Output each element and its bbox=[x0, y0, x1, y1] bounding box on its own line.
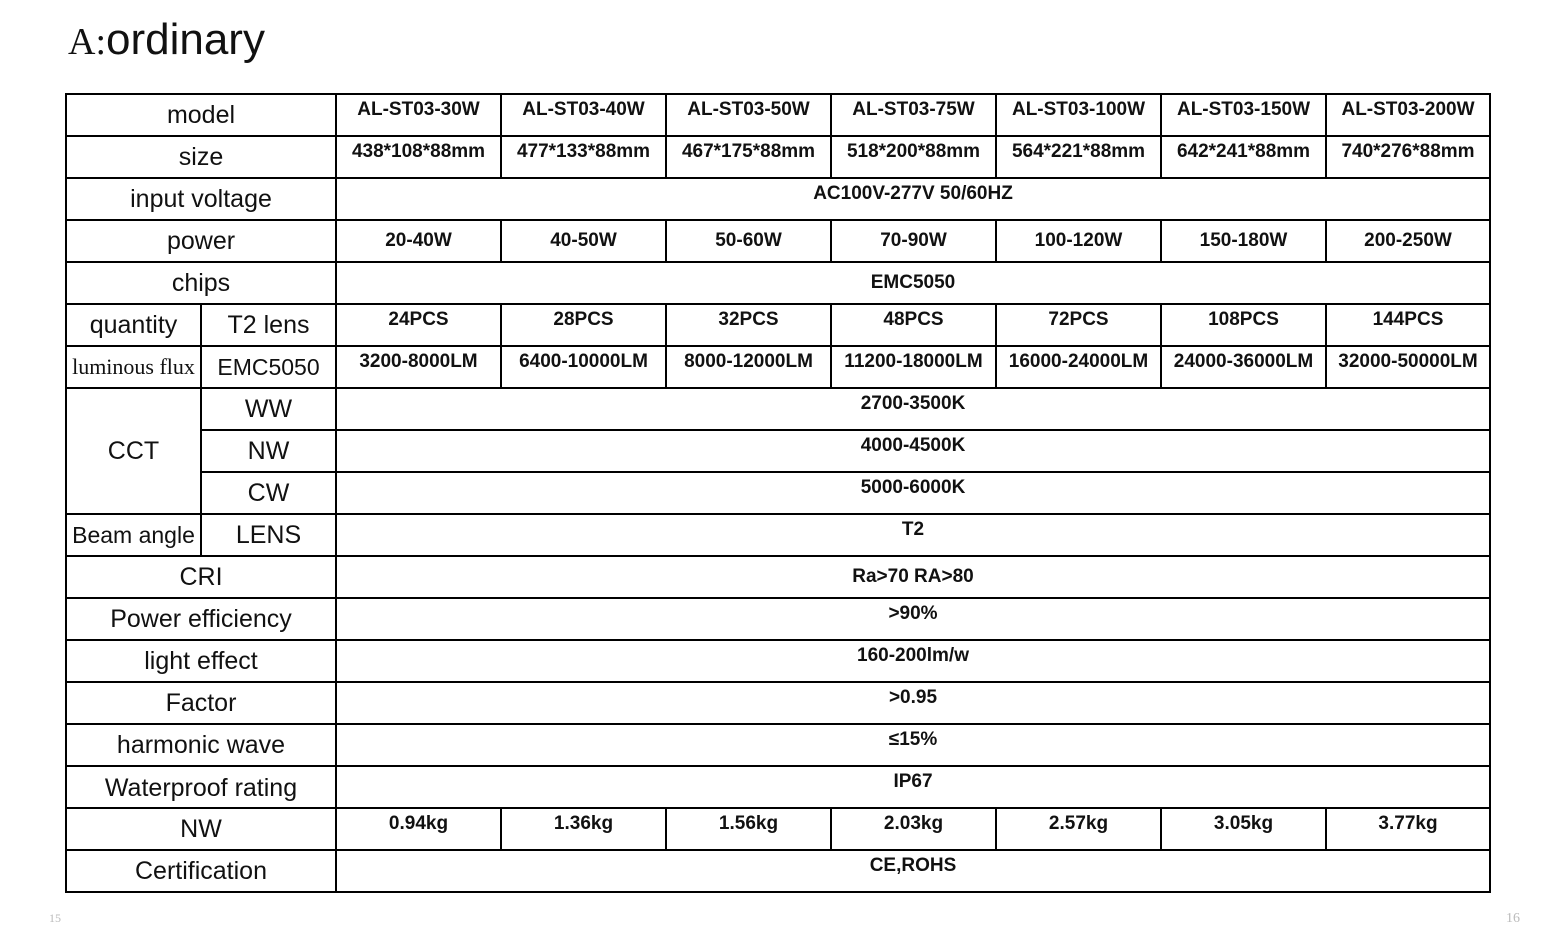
quantity-cell: 32PCS bbox=[666, 304, 831, 346]
row-cct-cw bbox=[66, 472, 1490, 514]
label-luminous-flux-sub: EMC5050 bbox=[201, 346, 336, 388]
harmonic-wave-value: ≤15% bbox=[336, 724, 1490, 766]
spec-table bbox=[65, 93, 1491, 893]
nw-cell: 0.94kg bbox=[336, 808, 501, 850]
nw-cell: 1.56kg bbox=[666, 808, 831, 850]
power-efficiency-value: >90% bbox=[336, 598, 1490, 640]
cct-nw-value: 4000-4500K bbox=[336, 430, 1490, 472]
label-quantity-sub: T2 lens bbox=[201, 304, 336, 346]
row-certification bbox=[66, 850, 1490, 892]
nw-cell: 2.57kg bbox=[996, 808, 1161, 850]
quantity-cell: 72PCS bbox=[996, 304, 1161, 346]
flux-cell: 6400-10000LM bbox=[501, 346, 666, 388]
label-input-voltage: input voltage bbox=[66, 178, 336, 220]
power-cell: 20-40W bbox=[336, 220, 501, 262]
row-cri bbox=[66, 556, 1490, 598]
model-cell: AL-ST03-75W bbox=[831, 94, 996, 136]
label-beam-angle: Beam angle bbox=[66, 514, 201, 556]
size-cell: 467*175*88mm bbox=[666, 136, 831, 178]
label-model: model bbox=[66, 94, 336, 136]
flux-cell: 3200-8000LM bbox=[336, 346, 501, 388]
flux-cell: 16000-24000LM bbox=[996, 346, 1161, 388]
quantity-cell: 144PCS bbox=[1326, 304, 1490, 346]
row-chips bbox=[66, 262, 1490, 304]
factor-value: >0.95 bbox=[336, 682, 1490, 724]
row-power-efficiency bbox=[66, 598, 1490, 640]
power-cell: 50-60W bbox=[666, 220, 831, 262]
row-quantity bbox=[66, 304, 1490, 346]
power-cell: 100-120W bbox=[996, 220, 1161, 262]
page-number-left: 15 bbox=[49, 911, 61, 925]
size-cell: 564*221*88mm bbox=[996, 136, 1161, 178]
row-power bbox=[66, 220, 1490, 262]
size-cell: 438*108*88mm bbox=[336, 136, 501, 178]
label-cct-ww: WW bbox=[201, 388, 336, 430]
row-model bbox=[66, 94, 1490, 136]
label-beam-angle-sub: LENS bbox=[201, 514, 336, 556]
row-input-voltage bbox=[66, 178, 1490, 220]
label-cct-cw: CW bbox=[201, 472, 336, 514]
certification-value: CE,ROHS bbox=[336, 850, 1490, 892]
flux-cell: 24000-36000LM bbox=[1161, 346, 1326, 388]
label-cct: CCT bbox=[66, 388, 201, 514]
label-power: power bbox=[66, 220, 336, 262]
quantity-cell: 24PCS bbox=[336, 304, 501, 346]
label-factor: Factor bbox=[66, 682, 336, 724]
model-cell: AL-ST03-50W bbox=[666, 94, 831, 136]
row-beam-angle bbox=[66, 514, 1490, 556]
label-certification: Certification bbox=[66, 850, 336, 892]
beam-angle-value: T2 bbox=[336, 514, 1490, 556]
size-cell: 740*276*88mm bbox=[1326, 136, 1490, 178]
model-cell: AL-ST03-150W bbox=[1161, 94, 1326, 136]
cct-ww-value: 2700-3500K bbox=[336, 388, 1490, 430]
nw-cell: 3.05kg bbox=[1161, 808, 1326, 850]
nw-cell: 2.03kg bbox=[831, 808, 996, 850]
label-nw: NW bbox=[66, 808, 336, 850]
row-factor bbox=[66, 682, 1490, 724]
nw-cell: 1.36kg bbox=[501, 808, 666, 850]
power-cell: 70-90W bbox=[831, 220, 996, 262]
title-prefix: A: bbox=[68, 21, 106, 63]
row-luminous-flux bbox=[66, 346, 1490, 388]
label-harmonic-wave: harmonic wave bbox=[66, 724, 336, 766]
page-title bbox=[68, 14, 265, 68]
page-number-right: 16 bbox=[1506, 911, 1520, 926]
row-size bbox=[66, 136, 1490, 178]
chips-value: EMC5050 bbox=[336, 262, 1490, 304]
label-chips: chips bbox=[66, 262, 336, 304]
label-size: size bbox=[66, 136, 336, 178]
size-cell: 642*241*88mm bbox=[1161, 136, 1326, 178]
row-nw bbox=[66, 808, 1490, 850]
input-voltage-value: AC100V-277V 50/60HZ bbox=[336, 178, 1490, 220]
label-light-effect: light effect bbox=[66, 640, 336, 682]
flux-cell: 32000-50000LM bbox=[1326, 346, 1490, 388]
power-cell: 40-50W bbox=[501, 220, 666, 262]
label-cri: CRI bbox=[66, 556, 336, 598]
model-cell: AL-ST03-100W bbox=[996, 94, 1161, 136]
size-cell: 477*133*88mm bbox=[501, 136, 666, 178]
model-cell: AL-ST03-200W bbox=[1326, 94, 1490, 136]
quantity-cell: 28PCS bbox=[501, 304, 666, 346]
quantity-cell: 108PCS bbox=[1161, 304, 1326, 346]
label-power-efficiency: Power efficiency bbox=[66, 598, 336, 640]
label-cct-nw: NW bbox=[201, 430, 336, 472]
row-cct-nw bbox=[66, 430, 1490, 472]
label-quantity: quantity bbox=[66, 304, 201, 346]
label-waterproof-rating: Waterproof rating bbox=[66, 766, 336, 808]
cct-cw-value: 5000-6000K bbox=[336, 472, 1490, 514]
flux-cell: 11200-18000LM bbox=[831, 346, 996, 388]
row-light-effect bbox=[66, 640, 1490, 682]
title-main: ordinary bbox=[106, 15, 265, 64]
power-cell: 150-180W bbox=[1161, 220, 1326, 262]
size-cell: 518*200*88mm bbox=[831, 136, 996, 178]
waterproof-rating-value: IP67 bbox=[336, 766, 1490, 808]
flux-cell: 8000-12000LM bbox=[666, 346, 831, 388]
row-harmonic-wave bbox=[66, 724, 1490, 766]
row-cct-ww bbox=[66, 388, 1490, 430]
power-cell: 200-250W bbox=[1326, 220, 1490, 262]
quantity-cell: 48PCS bbox=[831, 304, 996, 346]
row-waterproof-rating bbox=[66, 766, 1490, 808]
cri-value: Ra>70 RA>80 bbox=[336, 556, 1490, 598]
light-effect-value: 160-200lm/w bbox=[336, 640, 1490, 682]
label-luminous-flux: luminous flux bbox=[66, 346, 201, 388]
model-cell: AL-ST03-40W bbox=[501, 94, 666, 136]
nw-cell: 3.77kg bbox=[1326, 808, 1490, 850]
model-cell: AL-ST03-30W bbox=[336, 94, 501, 136]
